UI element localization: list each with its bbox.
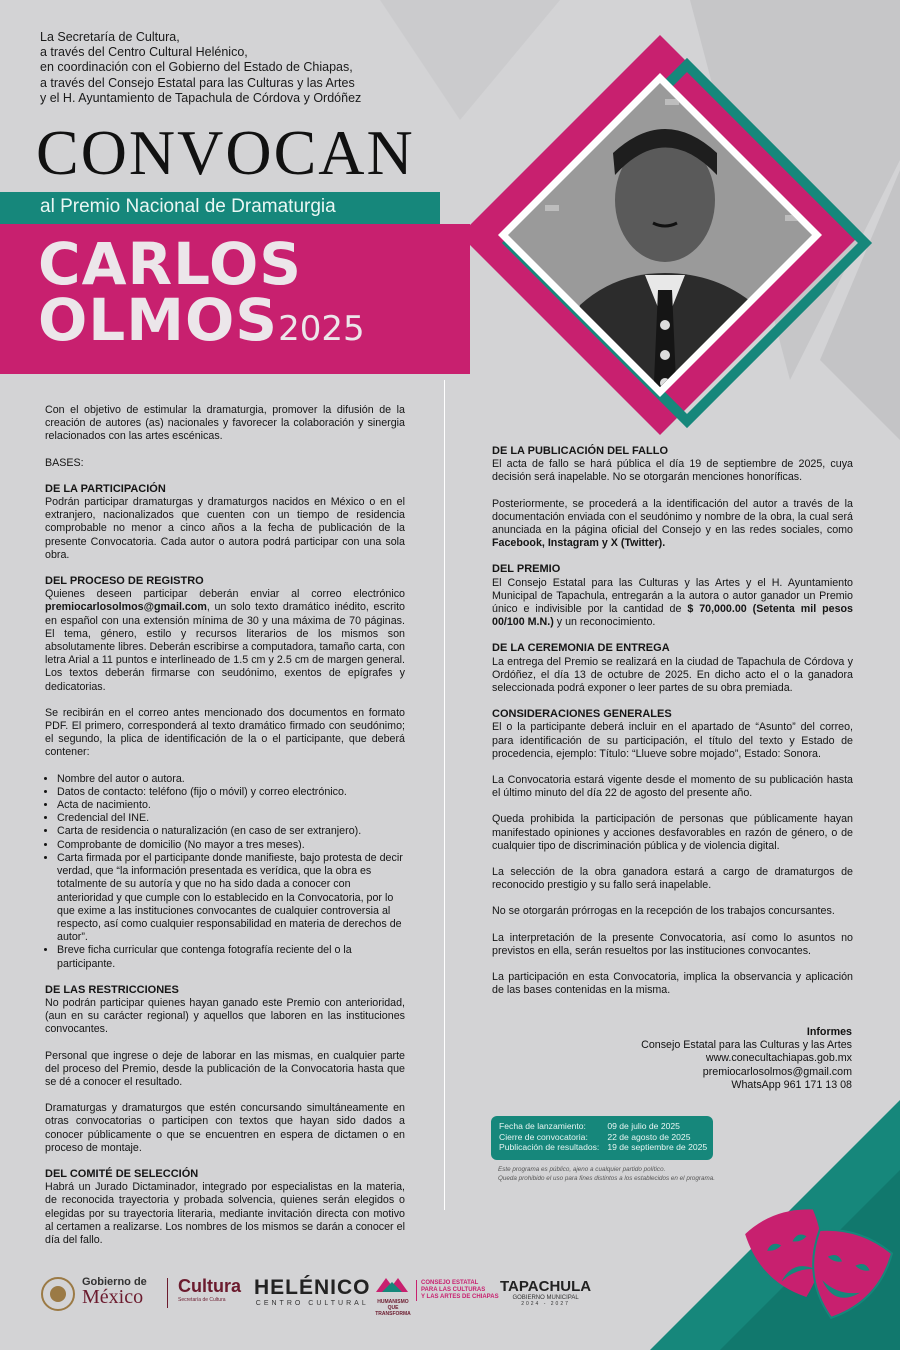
humanismo-icon	[372, 1274, 412, 1294]
logo-text: Y LAS ARTES DE CHIAPAS	[421, 1294, 499, 1300]
logo-text: HUMANISMO QUE TRANSFORMA	[375, 1299, 411, 1317]
section-paragraph: Se recibirán en el correo antes mencionado dos documentos en formato PDF. El primero, corresponderá al texto dramático firmado con seudónimo; el segundo, la plica de identificación de la o el participante, que deberá contener:	[45, 706, 405, 759]
informes-email[interactable]: premiocarlosolmos@gmail.com	[702, 1065, 852, 1078]
section-paragraph	[492, 498, 853, 551]
text-run: , un solo texto dramático inédito, escrito en español con una extensión mínima de 30 y una máxima de 70 páginas. El tema, género, estilo y recursos literarios de los mismos son absolutamente libres. Deberán escribirse a computadora, tamaño carta, con letra Arial a 11 puntos e interlineado de 1.5 cm y 2.5 cm de margen general. Los textos deberán firmarse con seudónimo, exentos de epígrafes y dedicatorias.	[45, 601, 406, 693]
section-paragraph	[45, 588, 405, 694]
contact-info	[641, 1026, 852, 1092]
logo-text: PARA LAS CULTURAS	[421, 1287, 486, 1293]
left-column	[45, 404, 405, 1260]
convocan-heading: CONVOCAN	[36, 117, 415, 188]
table-row	[499, 1142, 715, 1153]
section-heading: DEL PREMIO	[492, 563, 561, 576]
sponsor-logos	[40, 1270, 600, 1320]
table-row	[499, 1121, 715, 1132]
section-heading: DE LAS RESTRICCIONES	[45, 983, 179, 996]
helenico-logo	[254, 1276, 371, 1307]
date-value: 09 de julio de 2025	[607, 1121, 680, 1131]
key-dates-table	[499, 1121, 715, 1153]
contact-email[interactable]: premiocarlosolmos@gmail.com	[45, 601, 207, 614]
informes-whatsapp: WhatsApp 961 171 13 08	[731, 1078, 852, 1091]
section-paragraph: Podrán participar dramaturgas y dramaturgos nacidos en México o en el extranjero, nacionalizados que cuenten con un tiempo de residencia comprobable no menor a cinco años a la fecha de publicación de la presente Convocatoria. Cada autor o autora podrá participar con una sola obra.	[45, 496, 405, 561]
section-paragraph	[492, 577, 853, 630]
informes-heading: Informes	[806, 1026, 852, 1038]
tapachula-logo	[500, 1278, 591, 1307]
logo-text: 2024 - 2027	[521, 1301, 570, 1307]
award-year: 2025	[278, 309, 365, 349]
humanismo-logo	[372, 1274, 414, 1317]
section-heading: CONSIDERACIONES GENERALES	[492, 708, 672, 721]
section-paragraph: No podrán participar quienes hayan ganado este Premio con anterioridad, (aun en su carácter regional) y aquellos que laboren en las instituciones convocantes.	[45, 996, 405, 1036]
logo-text: Cultura	[178, 1276, 241, 1296]
cultura-logo	[178, 1276, 241, 1303]
section-paragraph: La Convocatoria estará vigente desde el momento de su publicación hasta el último minuto del día 22 de agosto del presente año.	[492, 774, 853, 800]
award-title	[38, 230, 365, 357]
section-paragraph: La selección de la obra ganadora estará a cargo de dramaturgos de reconocido prestigio y su fallo será inapelable.	[492, 866, 853, 892]
table-row	[499, 1132, 715, 1143]
informes-website[interactable]: www.conecultachiapas.gob.mx	[705, 1052, 852, 1065]
portrait-photo	[495, 65, 835, 405]
list-item: • Comprobante de domicilio (No mayor a tres meses).	[57, 839, 405, 852]
date-label: Fecha de lanzamiento:	[499, 1121, 586, 1131]
coat-of-arms-icon	[40, 1276, 76, 1312]
logo-text: México	[82, 1286, 144, 1308]
informes-org: Consejo Estatal para las Culturas y las Artes	[641, 1039, 852, 1052]
logo-text: Secretaría de Cultura	[178, 1297, 226, 1303]
section-paragraph: Personal que ingrese o deje de laborar en las mismas, en cualquier parte del proceso del Premio, desde la publicación de la Convocatoria hasta que se dé a conocer el resultado.	[45, 1049, 405, 1088]
issuer-line: a través del Centro Cultural Helénico,	[40, 45, 248, 60]
right-column	[492, 445, 853, 1011]
issuer-line: a través del Consejo Estatal para las Culturas y las Artes	[40, 75, 355, 90]
section-paragraph: Habrá un Jurado Dictaminador, integrado por especialistas en la materia, de reconocida trayectoria y probada solvencia, quienes serán elegidos o elegidas por su trayectoria literaria, mediante invitación directa con motivo al certamen a realizarse. Los nombres de los mismos se darán a conocer el día del fallo.	[45, 1181, 405, 1246]
section-heading: DEL COMITÉ DE SELECCIÓN	[45, 1167, 199, 1180]
logo-text: TAPACHULA	[500, 1278, 592, 1295]
legal-notice	[498, 1165, 715, 1183]
requirements-list	[45, 773, 405, 971]
list-item: • Datos de contacto: teléfono (fijo o móvil) y correo electrónico.	[57, 786, 405, 799]
text-run: El Consejo Estatal para las Culturas y las Artes y el H. Ayuntamiento Municipal de Tapachula, entregarán a la autora o autor ganador un Premio único e indivisible por la cantidad de	[492, 576, 853, 616]
legal-line: Queda prohibido el uso para fines distintos a los establecidos en el programa.	[498, 1175, 716, 1182]
subtitle-band	[0, 192, 440, 224]
section-paragraph: La entrega del Premio se realizará en la ciudad de Tapachula de Córdova y Ordóñez, el día 13 de octubre de 2025. En dicho acto el o la ganadora seleccionada podrá exponer o leer partes de su obra premiada.	[492, 655, 853, 695]
section-heading: DE LA PUBLICACIÓN DEL FALLO	[492, 445, 668, 457]
date-value: 19 de septiembre de 2025	[607, 1142, 708, 1152]
intro-paragraph: Con el objetivo de estimular la dramaturgia, promover la difusión de la creación de autores (as) nacionales y favorecer la colaboración y sinergia relacionados con las artes escénicas.	[45, 404, 405, 443]
section-heading: DE LA PARTICIPACIÓN	[45, 482, 166, 495]
theater-masks-icon	[745, 1205, 895, 1325]
date-value: 22 de agosto de 2025	[607, 1131, 691, 1142]
section-paragraph: El acta de fallo se hará pública el día 19 de septiembre de 2025, cuya decisión será inapelable. No se otorgarán menciones honoríficas.	[492, 458, 853, 484]
list-item: • Breve ficha curricular que contenga fotografía reciente del o la participante.	[57, 944, 405, 970]
issuer-line: La Secretaría de Cultura,	[40, 30, 180, 44]
list-item: • Credencial del INE.	[57, 812, 405, 825]
text-run: Posteriormente, se procederá a la identificación del autor a través de la documentación enviada con el seudónimo y nombre de la obra, la cual será anunciada en la página oficial del Consejo y en las redes sociales, como	[492, 497, 853, 537]
date-label: Publicación de resultados:	[499, 1142, 600, 1152]
issuer-line: en coordinación con el Gobierno del Estado de Chiapas,	[40, 60, 353, 75]
section-paragraph: Queda prohibida la participación de personas que públicamente hayan manifestado opiniones y acciones desfavorables en razón de género, o de cualquier tipo de discriminación pública y de violencia digital.	[492, 813, 853, 852]
list-item: • Acta de nacimiento.	[57, 799, 405, 812]
text-run: y un reconocimiento.	[553, 616, 656, 629]
list-item: • Carta firmada por el participante donde manifieste, bajo protesta de decir verdad, que “la información presentada es verídica, que la obra es totalmente de su autoría y que no ha sido dada a conocer con anterioridad y que cumple con lo establecido en la Convocatoria, por lo que exime a las instituciones convocantes de cualquier controversia al respecto, así como cualquier responsabilidad en materia de derechos de autor”.	[57, 852, 405, 944]
section-paragraph: La participación en esta Convocatoria, implica la observancia y aplicación de las bases contenidas en la misma.	[492, 971, 853, 997]
issuing-institutions	[40, 30, 361, 106]
award-subtitle: al Premio Nacional de Dramaturgia	[40, 196, 336, 217]
logo-text: CONSEJO ESTATAL	[421, 1280, 479, 1286]
logo-text: GOBIERNO MUNICIPAL	[512, 1295, 579, 1301]
list-item: • Carta de residencia o naturalización (en caso de ser extranjero).	[57, 825, 405, 838]
section-paragraph: La interpretación de la presente Convocatoria, así como lo asuntos no previstos en ella, serán resueltos por las instituciones convocantes.	[492, 931, 853, 957]
section-heading: DEL PROCESO DE REGISTRO	[45, 575, 204, 588]
logo-text: HELÉNICO	[254, 1276, 371, 1299]
title-line-1: CARLOS	[38, 230, 303, 298]
bases-heading: BASES:	[45, 456, 84, 469]
issuer-line: y el H. Ayuntamiento de Tapachula de Córdova y Ordóñez	[40, 90, 362, 105]
logo-separator	[167, 1278, 168, 1308]
coneculta-logo	[416, 1280, 499, 1301]
section-paragraph: Dramaturgas y dramaturgos que estén concursando simultáneamente en otras convocatorias o participen con textos que hayan sido dados a conocer públicamente o que se encuentren en espera de dictamen o en proceso de montaje.	[45, 1102, 405, 1154]
title-line-2: OLMOS	[38, 286, 279, 354]
list-item: • Nombre del autor o autora.	[57, 773, 405, 786]
social-networks: Facebook, Instagram y X (Twitter).	[492, 537, 666, 550]
column-divider	[444, 380, 445, 1210]
legal-line: Este programa es público, ajeno a cualquier partido político.	[498, 1166, 666, 1173]
section-paragraph: El o la participante deberá incluir en el apartado de “Asunto” del correo, para identificación de su participación, el título del texto y Estado de procedencia, ejemplo: Título: “Llueve sobre mojado”, Estado: Sonora.	[492, 721, 853, 760]
prize-amount: $ 70,000.00 (Setenta mil pesos 00/100 M.N.)	[492, 603, 853, 629]
section-paragraph: No se otorgarán prórrogas en la recepción de los trabajos concursantes.	[492, 905, 835, 918]
section-heading: DE LA CEREMONIA DE ENTREGA	[492, 642, 670, 655]
key-dates-box	[491, 1116, 713, 1160]
logo-text: CENTRO CULTURAL	[255, 1300, 369, 1307]
logo-text: Gobierno de	[82, 1276, 147, 1288]
text-run: Quienes deseen participar deberán enviar al correo electrónico	[45, 588, 405, 601]
date-label: Cierre de convocatoria:	[499, 1131, 588, 1142]
portrait-diamond	[455, 25, 875, 445]
